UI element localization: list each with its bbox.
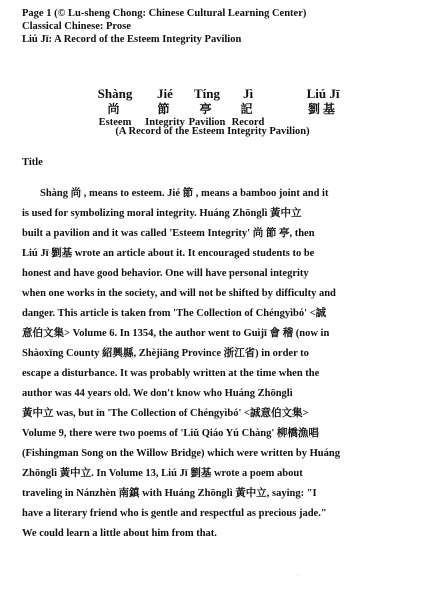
section-label: Title — [22, 157, 43, 168]
title-hanzi-row — [0, 100, 425, 114]
paragraph-line: is used for symbolizing moral integrity. Huáng Zhōnglì 黃中立 — [22, 208, 302, 219]
paragraph-line: (Fishingman Song on the Willow Bridge) which were written by Huáng — [22, 448, 340, 459]
title-pinyin-3: Tíng — [193, 86, 220, 101]
title-subtitle: (A Record of the Esteem Integrity Pavilion) — [115, 126, 310, 137]
paragraph-line: We could learn a little about him from that. — [22, 528, 217, 539]
header-document-title: Liú Jī: A Record of the Esteem Integrity Pavilion — [22, 34, 242, 45]
scan-speck: · — [297, 573, 299, 579]
title-english-1: Esteem — [98, 117, 132, 128]
paragraph-line: honest and have good behavior. One will have personal integrity — [22, 268, 309, 279]
title-hanzi-1: 尚 — [107, 102, 123, 116]
header-category-line: Classical Chinese: Prose — [22, 21, 131, 32]
paragraph-line: traveling in Nánzhèn 南鎮 with Huáng Zhōnglì 黃中立, saying: "I — [22, 488, 317, 499]
paragraph-line: Shàoxīng County 紹興縣, Zhèjiāng Province 浙江省) in order to — [22, 348, 309, 359]
title-hanzi-2: 節 — [157, 102, 173, 116]
paragraph-line: Shàng 尚 , means to esteem. Jié 節 , means a bamboo joint and it — [40, 188, 329, 199]
paragraph-line: danger. This article is taken from 'The Collection of Chéngyìbó' <誠 — [22, 308, 327, 319]
paragraph-line: have a literary friend who is gentle and respectful as precious jade." — [22, 508, 327, 519]
paragraph-line: Zhōnglì 黃中立. In Volume 13, Liú Jī 劉基 wrote a poem about — [22, 468, 303, 479]
body-paragraph — [22, 184, 412, 544]
title-pinyin-4: Jì — [242, 86, 254, 101]
title-pinyin-2: Jié — [157, 86, 173, 101]
paragraph-line: 意伯文集> Volume 6. In 1354, the author went to Guìjī 會 稽 (now in — [22, 328, 330, 339]
title-english-2: Integrity — [145, 117, 185, 128]
title-hanzi-3: 亭 — [199, 102, 215, 116]
header-copyright-line: Page 1 (© Lu-sheng Chong: Chinese Cultural Learning Center) — [22, 8, 307, 19]
paragraph-line: 黃中立 was, but in 'The Collection of Chéngyìbó' <誠意伯文集> — [22, 408, 309, 419]
title-pinyin-1: Shàng — [97, 86, 133, 101]
title-pinyin-author: Liú Jī — [306, 86, 340, 101]
title-pinyin-row — [0, 86, 425, 100]
title-hanzi-author: 劉基 — [307, 102, 338, 116]
paragraph-line: when one works in the society, and will not be shifted by difficulty and — [22, 288, 336, 299]
title-english-3: Pavilion — [188, 117, 226, 128]
paragraph-line: author was 44 years old. We don't know who Huáng Zhōnglì — [22, 388, 293, 399]
paragraph-line: Liú Jī 劉基 wrote an article about it. It encouraged students to be — [22, 248, 315, 259]
paragraph-line: escape a disturbance. It was probably written at the time when the — [22, 368, 320, 379]
paragraph-line: built a pavilion and it was called 'Esteem Integrity' 尚 節 亭, then — [22, 228, 315, 239]
paragraph-line: Volume 9, there were two poems of 'Liǔ Qiáo Yú Chàng' 柳橋漁唱 — [22, 428, 319, 439]
title-english-4: Record — [231, 117, 265, 128]
title-hanzi-4: 記 — [240, 102, 256, 116]
